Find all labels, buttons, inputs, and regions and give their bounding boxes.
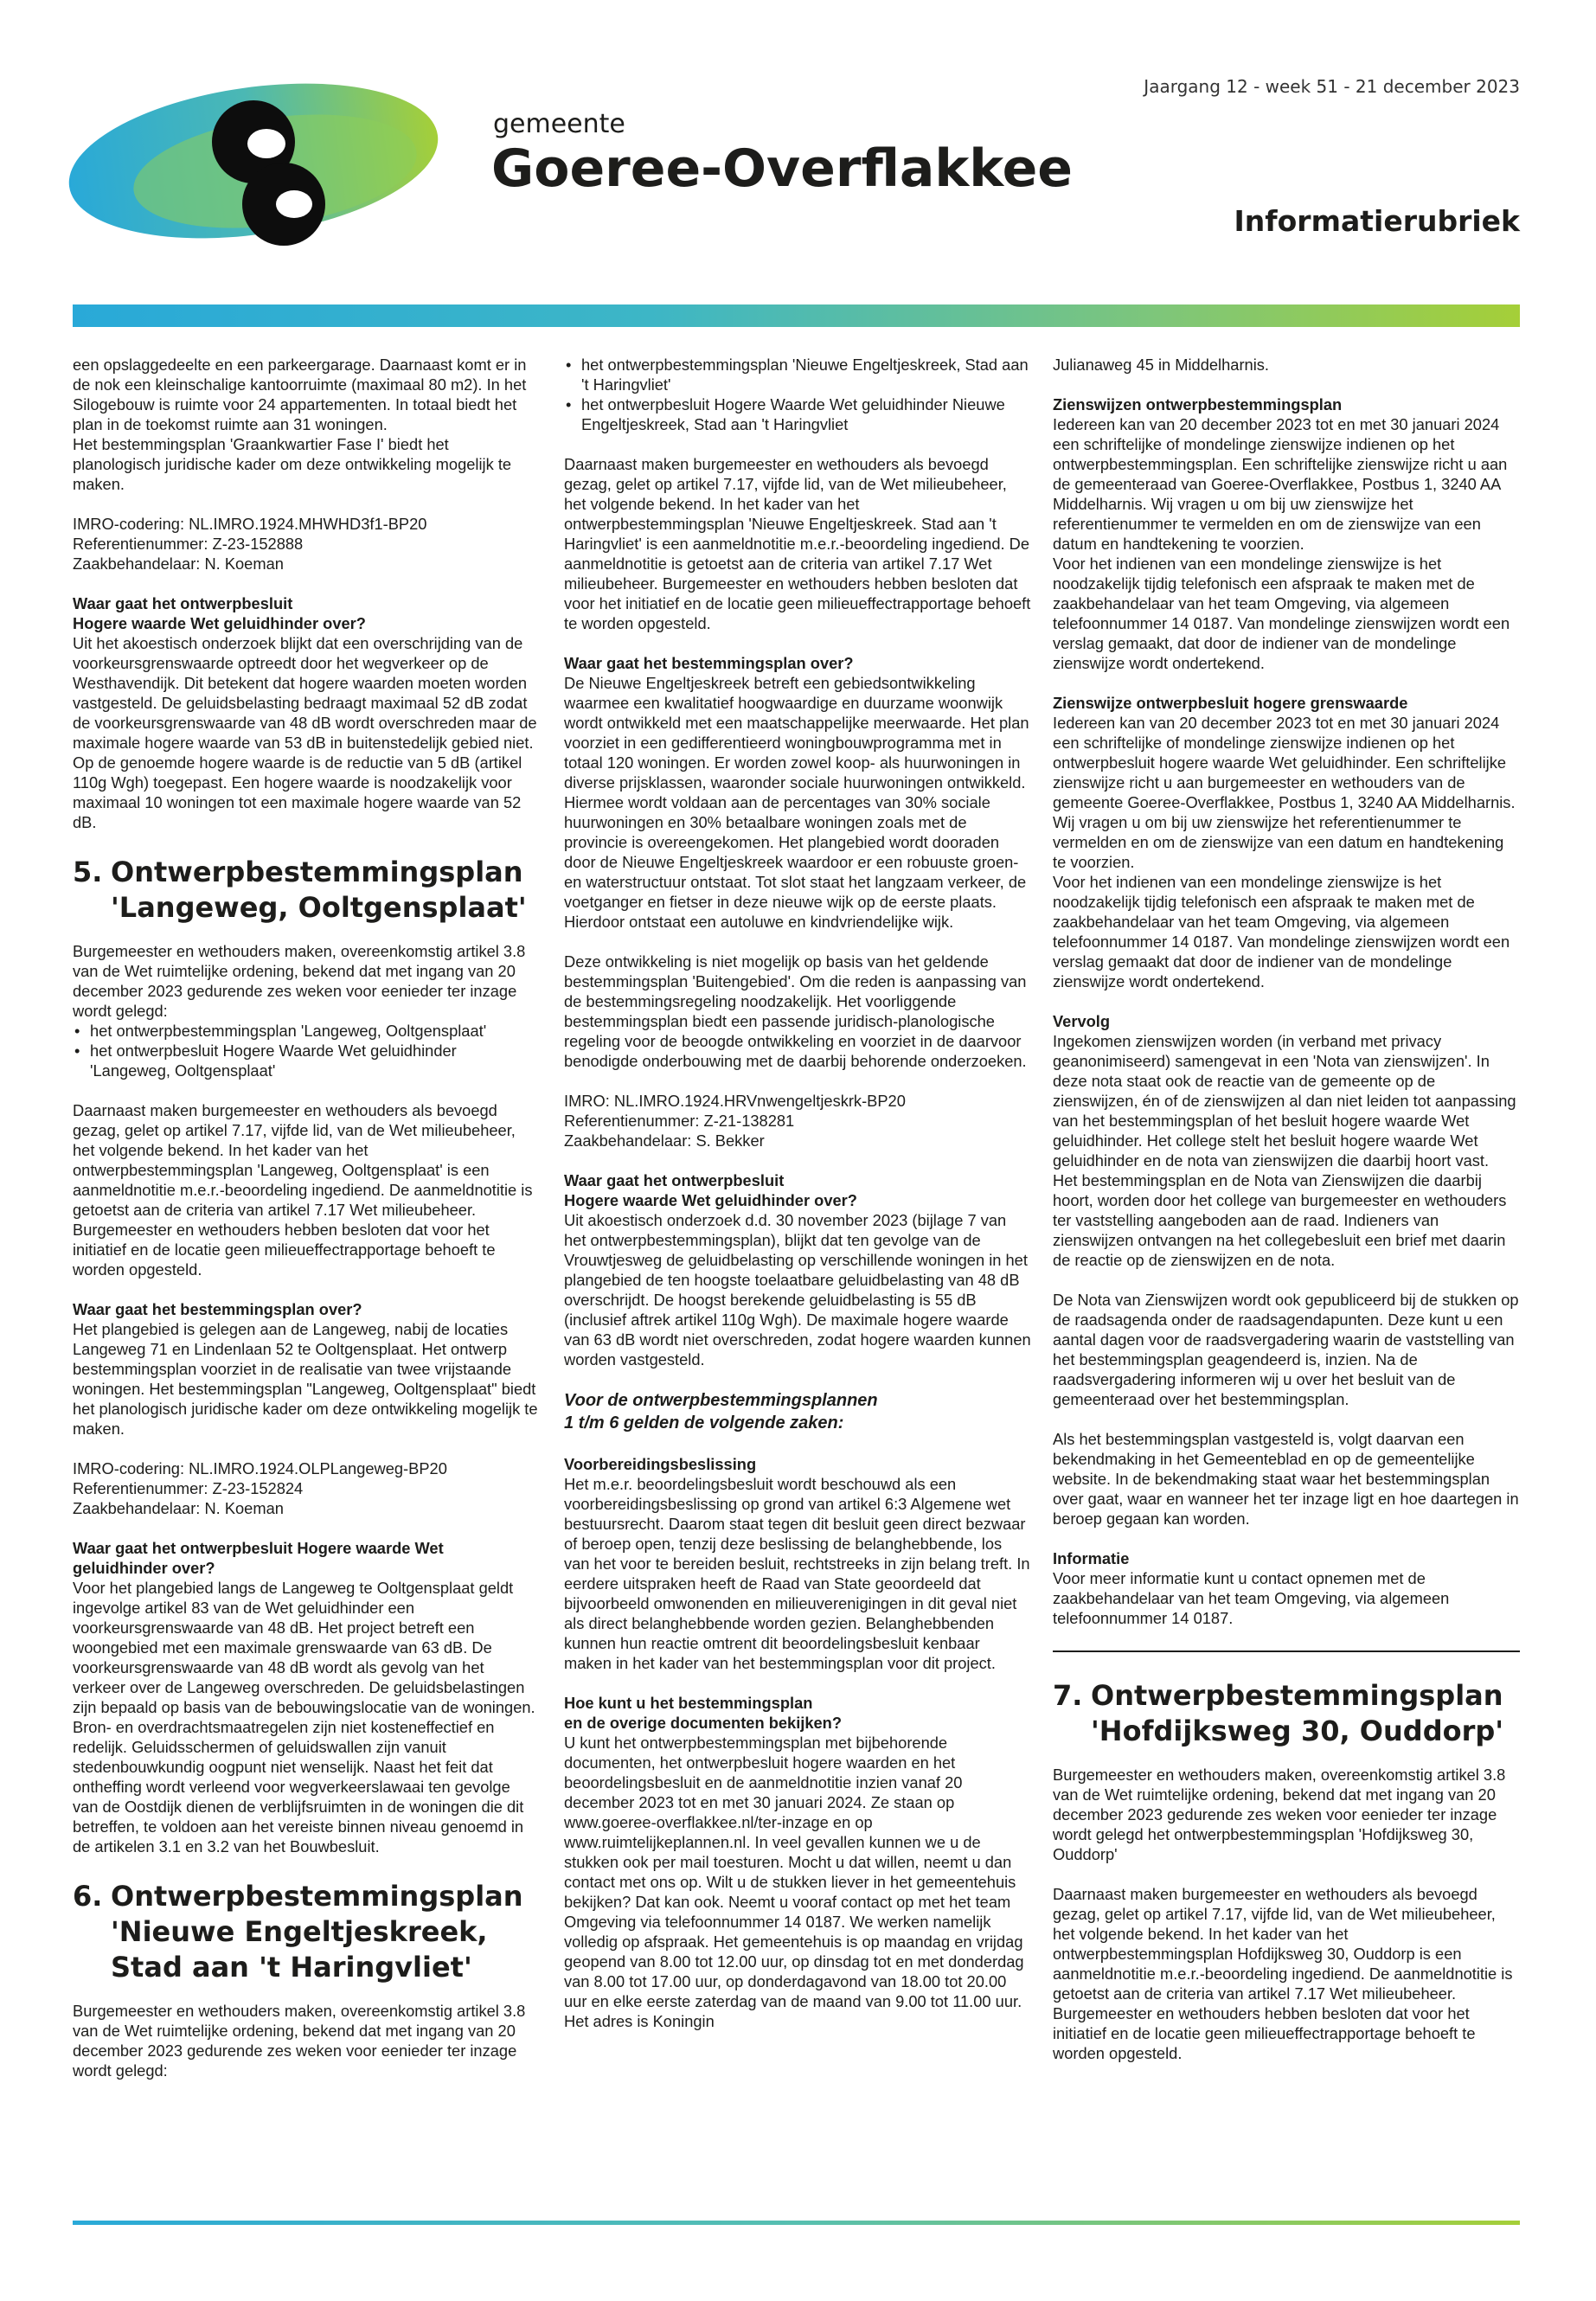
section-number: 7.	[1053, 1679, 1083, 1712]
paragraph: Het bestemmingsplan 'Graankwartier Fase I' biedt het planologisch juridische kader om deze ontwikkeling mogelijk te maken.	[73, 435, 512, 493]
subheading: Zienswijze ontwerpbesluit hogere grenswaarde	[1053, 694, 1408, 712]
paragraph: Voor het indienen van een mondelinge zienswijze is het noodzakelijk tijdig telefonisch een afspraak te maken met de zaakbehandelaar van het team Omgeving, via algemeen telefoonnummer 14 0187. Van mondelinge zienswijzen wordt een verslag gemaakt dat door de indiener van de mondelinge zienswijze wordt ondertekend.	[1053, 873, 1510, 990]
header-gradient-band	[73, 304, 1520, 327]
paragraph: Daarnaast maken burgemeester en wethouders als bevoegd gezag, gelet op artikel 7.17, vijfde lid, van de Wet milieubeheer, het volgende bekend. In het kader van het ontwerpbestemmingsplan 'Langeweg, Ooltgensplaat' is een aanmeldnotitie m.e.r.-beoordeling ingediend. De aanmeldnotitie is getoetst aan de criteria van artikel 7.17 Wet milieubeheer. Burgemeester en wethouders hebben besloten dat voor het initiatief en de locatie geen milieueffectrapportage behoeft te worden opgesteld.	[73, 1101, 533, 1279]
brand-municipality-name: Goeree-Overflakkee	[491, 138, 1073, 199]
paragraph: Burgemeester en wethouders maken, overeenkomstig artikel 3.8 van de Wet ruimtelijke ordening, bekend dat met ingang van 20 december 2023 gedurende zes weken voor eenieder ter inzage wordt gelegd:	[73, 2002, 526, 2080]
rubric-title: Informatierubriek	[1234, 204, 1520, 238]
paragraph: Julianaweg 45 in Middelharnis.	[1053, 356, 1269, 374]
subheading: Hogere waarde Wet geluidhinder over?	[73, 614, 366, 632]
paragraph: Daarnaast maken burgemeester en wethouders als bevoegd gezag, gelet op artikel 7.17, vijfde lid, van de Wet milieubeheer, het volgende bekend. In het kader van het ontwerpbestemmingsplan Hofdijksweg 30, Ouddorp is een aanmeldnotitie m.e.r.-beoordeling ingediend. De aanmeldnotitie is getoetst aan de criteria van artikel 7.17 Wet milieubeheer. Burgemeester en wethouders hebben besloten dat voor het initiatief en de locatie geen milieueffectrapportage behoeft te worden opgesteld.	[1053, 1885, 1513, 2062]
paragraph: Het bestemmingsplan en de Nota van Zienswijzen die daarbij hoort, worden door het college van burgemeester en wethouders ter vaststelling aangeboden aan de raad. Indieners van zienswijzen ontvangen na het collegebesluit een brief met daarin de reactie op de zienswijzen en de nota.	[1053, 1171, 1507, 1269]
italic-heading: 1 t/m 6 gelden de volgende zaken:	[564, 1413, 844, 1433]
subheading: Vervolg	[1053, 1012, 1111, 1030]
reference-number: Referentienummer: Z-23-152888	[73, 535, 304, 553]
section-6-heading	[73, 1879, 540, 1985]
imro-code: IMRO-codering: NL.IMRO.1924.OLPLangeweg-BP20	[73, 1459, 447, 1477]
section-title: Ontwerpbestemmingsplan 'Hofdijksweg 30, Ouddorp'	[1091, 1679, 1504, 1747]
paragraph: Iedereen kan van 20 december 2023 tot en met 30 januari 2024 een schriftelijke of mondelinge zienswijze indienen op het ontwerpbesluit hogere waarde Wet geluidhinder. Een schriftelijke zienswijze richt u aan burgemeester en wethouders van de gemeente Goeree-Overflakkee, Postbus 1, 3240 AA Middelharnis. Wij vragen u om bij uw zienswijze het referentienummer te vermelden en om de zienswijze van een datum en handtekening te voorzien.	[1053, 714, 1516, 871]
paragraph: Iedereen kan van 20 december 2023 tot en met 30 januari 2024 een schriftelijke of mondelinge zienswijze indienen op het ontwerpbestemmingsplan. Een schriftelijke zienswijze richt u aan de gemeenteraad van Goeree-Overflakkee, Postbus 1, 3240 AA Middelharnis. Wij vragen u om bij uw zienswijze het referentienummer te vermelden en om de zienswijze van een datum en handtekening te voorzien.	[1053, 415, 1508, 553]
subheading: Waar gaat het bestemmingsplan over?	[73, 1300, 362, 1318]
imro-code: IMRO-codering: NL.IMRO.1924.MHWHD3f1-BP20	[73, 515, 427, 533]
section-title: Ontwerpbestemmingsplan 'Langeweg, Ooltgensplaat'	[111, 856, 527, 924]
subheading: Waar gaat het ontwerpbesluit	[73, 594, 293, 612]
paragraph: Het m.e.r. beoordelingsbesluit wordt beschouwd als een voorbereidingsbeslissing op grond van artikel 6:3 Algemene wet bestuursrecht. Daarom staat tegen dit besluit geen direct bezwaar of beroep open, tenzij deze beslissing de belanghebbende, los van het voor te bereiden besluit, rechtstreeks in zijn belang treft. In eerdere uitspraken heeft de Raad van State geoordeeld dat bijvoorbeeld omwonenden en milieuverenigingen in dit geval niet als direct belanghebbende worden gezien. Belanghebbenden kunnen hun reactie omtrent dit beoordelingsbesluit kenbaar maken in het kader van het bestemmingsplan voor dit project.	[564, 1475, 1030, 1672]
list-item: • het ontwerpbesluit Hogere Waarde Wet geluidhinder Nieuwe Engeltjeskreek, Stad aan 't Haringvliet	[564, 394, 1031, 434]
list-item: • het ontwerpbestemmingsplan 'Langeweg, Ooltgensplaat'	[73, 1021, 540, 1041]
section-number: 5.	[73, 856, 103, 888]
paragraph: U kunt het ontwerpbestemmingsplan met bijbehorende documenten, het ontwerpbesluit hogere waarden en het beoordelingsbesluit en de aanmeldnotitie inzien vanaf 20 december 2023 tot en met 30 januari 2024. Ze staan op www.goeree-overflakkee.nl/ter-inzage en op www.ruimtelijkeplannen.nl. In veel gevallen kunnen we u de stukken ook per mail toesturen. Mocht u dat willen, neemt u dan contact met ons op. Wilt u de stukken liever in het gemeentehuis bekijken? Dat kan ook. Neemt u vooraf contact op met het team Omgeving via telefoonnummer 14 0187. We werken namelijk volledig op afspraak. Het gemeentehuis is op maandag en vrijdag geopend van 8.00 tot 12.00 uur, op dinsdag tot en met donderdag van 8.00 tot 17.00 uur, op donderdagavond van 18.00 tot 20.00 uur en elke eerste zaterdag van de maand van 9.00 tot 11.00 uur. Het adres is Koningin	[564, 1734, 1024, 2030]
subheading: Hogere waarde Wet geluidhinder over?	[564, 1191, 857, 1209]
list-item: • het ontwerpbestemmingsplan 'Nieuwe Engeltjeskreek, Stad aan 't Haringvliet'	[564, 355, 1031, 394]
subheading: Informatie	[1053, 1549, 1130, 1567]
paragraph: Als het bestemmingsplan vastgesteld is, volgt daarvan een bekendmaking in het Gemeenteblad en op de gemeentelijke website. In de bekendmaking staat waar het bestemmingsplan over gaat, waar en wanneer het ter inzage ligt en hoe daartegen in beroep gegaan kan worden.	[1053, 1430, 1519, 1528]
paragraph: Voor het plangebied langs de Langeweg te Ooltgensplaat geldt ingevolge artikel 83 van de Wet geluidhinder een voorkeursgrenswaarde van 48 dB. Het project betreft een woongebied met een maximale grenswaarde van 63 dB. De voorkeursgrenswaarde van 48 dB wordt als gevolg van het verkeer over de Langeweg overschreden. De geluidsbelastingen zijn bepaald op basis van de bebouwingslocatie van de woningen. Bron- en overdrachtsmaatregelen zijn niet kosteneffectief en redelijk. Geluidsschermen of geluidswallen zijn vanuit stedenbouwkundig oogpunt niet wenselijk. Naast het feit dat ontheffing wordt verleend voor wegverkeerslawaai ten gevolge van de Oostdijk dienen de verblijfsruimten in de woningen die dit betreffen, te voldoen aan het vereiste binnen niveau genoemd in de artikelen 3.1 en 3.2 van het Bouwbesluit.	[73, 1579, 535, 1856]
imro-code: IMRO: NL.IMRO.1924.HRVnwengeltjeskrk-BP20	[564, 1092, 906, 1110]
case-handler: Zaakbehandelaar: N. Koeman	[73, 1499, 284, 1517]
subheading: Waar gaat het bestemmingsplan over?	[564, 654, 854, 672]
subheading: Waar gaat het ontwerpbesluit	[564, 1171, 785, 1189]
list-item: • het ontwerpbesluit Hogere Waarde Wet geluidhinder 'Langeweg, Ooltgensplaat'	[73, 1041, 540, 1080]
subheading: Zienswijzen ontwerpbestemmingsplan	[1053, 395, 1343, 413]
italic-heading: Voor de ontwerpbestemmingsplannen	[564, 1391, 878, 1410]
paragraph: Voor meer informatie kunt u contact opnemen met de zaakbehandelaar van het team Omgeving, via algemeen telefoonnummer 14 0187.	[1053, 1569, 1450, 1627]
case-handler: Zaakbehandelaar: S. Bekker	[564, 1131, 765, 1150]
paragraph: De Nota van Zienswijzen wordt ook gepubliceerd bij de stukken op de raadsagenda onder de raadsagendapunten. Deze kunt u een aantal dagen voor de raadsvergadering waarin de vaststelling van het bestemmingsplan geagendeerd is, inzien. Na de raadsvergadering informeren wij u over het besluit van de gemeenteraad over het bestemmingsplan.	[1053, 1291, 1519, 1408]
paragraph: Het plangebied is gelegen aan de Langeweg, nabij de locaties Langeweg 71 en Lindenlaan 52 te Ooltgensplaat. Het ontwerp bestemmingsplan voorziet in de realisatie van twee vrijstaande woningen. Het bestemmingsplan "Langeweg, Ooltgensplaat" biedt het planologisch juridische kader om deze ontwikkeling mogelijk te maken.	[73, 1320, 538, 1438]
paragraph: Uit akoestisch onderzoek d.d. 30 november 2023 (bijlage 7 van het ontwerpbestemmingsplan), blijkt dat ten gevolge van de Vrouwtjesweg de geluidbelasting op verschillende woningen in het plangebied de ten hoogste toelaatbare geluidbelasting van 48 dB overschrijdt. De hoogst berekende geluidbelasting is 55 dB (inclusief aftrek artikel 110g Wgh). De maximale hogere waarde van 63 dB wordt niet overschreden, zodat hogere waarden kunnen worden vastgesteld.	[564, 1211, 1031, 1368]
column-3	[1053, 355, 1520, 2063]
municipality-logo	[67, 74, 448, 256]
paragraph: De Nieuwe Engeltjeskreek betreft een gebiedsontwikkeling waarmee een kwalitatief hoogwaardige en duurzame woonwijk wordt ontwikkeld met een maatschappelijke meerwaarde. Het plan voorziet in een gedifferentieerd woningbouwprogramma met in totaal 120 woningen. Er worden zowel koop- als huurwoningen in diverse prijsklassen, waaronder sociale huurwoningen ontwikkeld. Hiermee wordt voldaan aan de percentages van 30% sociale huurwoningen en 30% betaalbare woningen zoals met de provincie is overeengekomen. Het plangebied wordt dooraden door de Nieuwe Engeltjeskreek waardoor er een robuuste groen- en waterstructuur ontstaat. Tot slot staat het langzaam verkeer, de voetganger en fietser in deze nieuwe wijk op de eerste plaats. Hierdoor ontstaat een autoluwe en kindvriendelijke wijk.	[564, 674, 1029, 931]
paragraph: Uit het akoestisch onderzoek blijkt dat een overschrijding van de voorkeursgrenswaarde optreedt door het wegverkeer op de Westhavendijk. Dit betekent dat hogere waarden moeten worden vastgesteld. De geluidsbelasting bedraagt maximaal 52 dB zodat de voorkeursgrenswaarde van 48 dB wordt overschreden maar de maximale hogere waarde van 53 dB in buitenstedelijk gebied niet. Op de genoemde hogere waarde is de reductie van 5 dB (artikel 110g Wgh) toegepast. Een hogere waarde is noodzakelijk voor maximaal 10 woningen tot een maximale hogere waarde van 52 dB.	[73, 634, 537, 831]
section-number: 6.	[73, 1880, 103, 1913]
reference-number: Referentienummer: Z-21-138281	[564, 1112, 795, 1130]
issue-line: Jaargang 12 - week 51 - 21 december 2023	[1144, 76, 1520, 97]
subheading: Waar gaat het ontwerpbesluit Hogere waarde Wet geluidhinder over?	[73, 1539, 444, 1577]
subheading: en de overige documenten bekijken?	[564, 1714, 843, 1732]
section-5-heading	[73, 855, 540, 926]
paragraph: Daarnaast maken burgemeester en wethouders als bevoegd gezag, gelet op artikel 7.17, vijfde lid, van de Wet milieubeheer, het volgende bekend. In het kader van het ontwerpbestemmingsplan 'Nieuwe Engeltjeskreek. Stad aan 't Haringvliet' is een aanmeldnotitie m.e.r.-beoordeling ingediend. De aanmeldnotitie is getoetst aan de criteria van artikel 7.17 Wet milieubeheer. Burgemeester en wethouders hebben besloten dat voor het initiatief en de locatie geen milieueffectrapportage behoeft te worden opgesteld.	[564, 455, 1031, 632]
paragraph: Deze ontwikkeling is niet mogelijk op basis van het geldende bestemmingsplan 'Buitengebied'. Om die reden is aanpassing van de bestemmingsregeling noodzakelijk. Het voorliggende bestemmingsplan biedt een passende juridisch-planologische regeling voor de beoogde ontwikkeling en voorziet in de daarvoor benodigde onderbouwing met de daarbij behorende onderzoeken.	[564, 952, 1027, 1070]
paragraph: Ingekomen zienswijzen worden (in verband met privacy geanonimiseerd) samengevat in een 'Nota van zienswijzen'. In deze nota staat ook de reactie van de gemeente op de zienswijzen, én of de zienswijzen al dan niet leiden tot aanpassing van het bestemmingsplan of het besluit hogere waarde Wet geluidhinder. Het college stelt het besluit hogere waarde Wet geluidhinder en de nota van zienswijzen die daarbij hoort vast.	[1053, 1032, 1516, 1170]
column-1	[73, 355, 540, 2080]
footer-gradient-line	[73, 2221, 1520, 2225]
column-2	[564, 355, 1031, 2031]
bullet-list	[564, 355, 1031, 434]
brand-gemeente: gemeente	[493, 109, 625, 139]
subheading: Voorbereidingsbeslissing	[564, 1455, 757, 1473]
paragraph: een opslaggedeelte en een parkeergarage. Daarnaast komt er in de nok een kleinschalige kantoorruimte (maximaal 80 m2). In het Silogebouw is ruimte voor 24 appartementen. In totaal biedt het plan in de toekomst ruimte aan 31 woningen.	[73, 356, 527, 433]
section-divider	[1053, 1650, 1520, 1652]
bullet-list	[73, 1021, 540, 1080]
section-title: Ontwerpbestemmingsplan 'Nieuwe Engeltjeskreek, Stad aan 't Haringvliet'	[111, 1880, 523, 1984]
paragraph: Voor het indienen van een mondelinge zienswijze is het noodzakelijk tijdig telefonisch een afspraak te maken met de zaakbehandelaar van het team Omgeving, via algemeen telefoonnummer 14 0187. Van mondelinge zienswijzen wordt een verslag gemaakt, dat door de indiener van de mondelinge zienswijze wordt ondertekend.	[1053, 554, 1510, 672]
reference-number: Referentienummer: Z-23-152824	[73, 1479, 304, 1497]
section-7-heading	[1053, 1678, 1520, 1749]
subheading: Hoe kunt u het bestemmingsplan	[564, 1694, 813, 1712]
paragraph: Burgemeester en wethouders maken, overeenkomstig artikel 3.8 van de Wet ruimtelijke ordening, bekend dat met ingang van 20 december 2023 gedurende zes weken voor eenieder ter inzage wordt gelegd:	[73, 942, 526, 1020]
case-handler: Zaakbehandelaar: N. Koeman	[73, 554, 284, 573]
paragraph: Burgemeester en wethouders maken, overeenkomstig artikel 3.8 van de Wet ruimtelijke ordening, bekend dat met ingang van 20 december 2023 gedurende zes weken voor eenieder ter inzage wordt gelegd het ontwerpbestemmingsplan 'Hofdijksweg 30, Ouddorp'	[1053, 1766, 1506, 1863]
